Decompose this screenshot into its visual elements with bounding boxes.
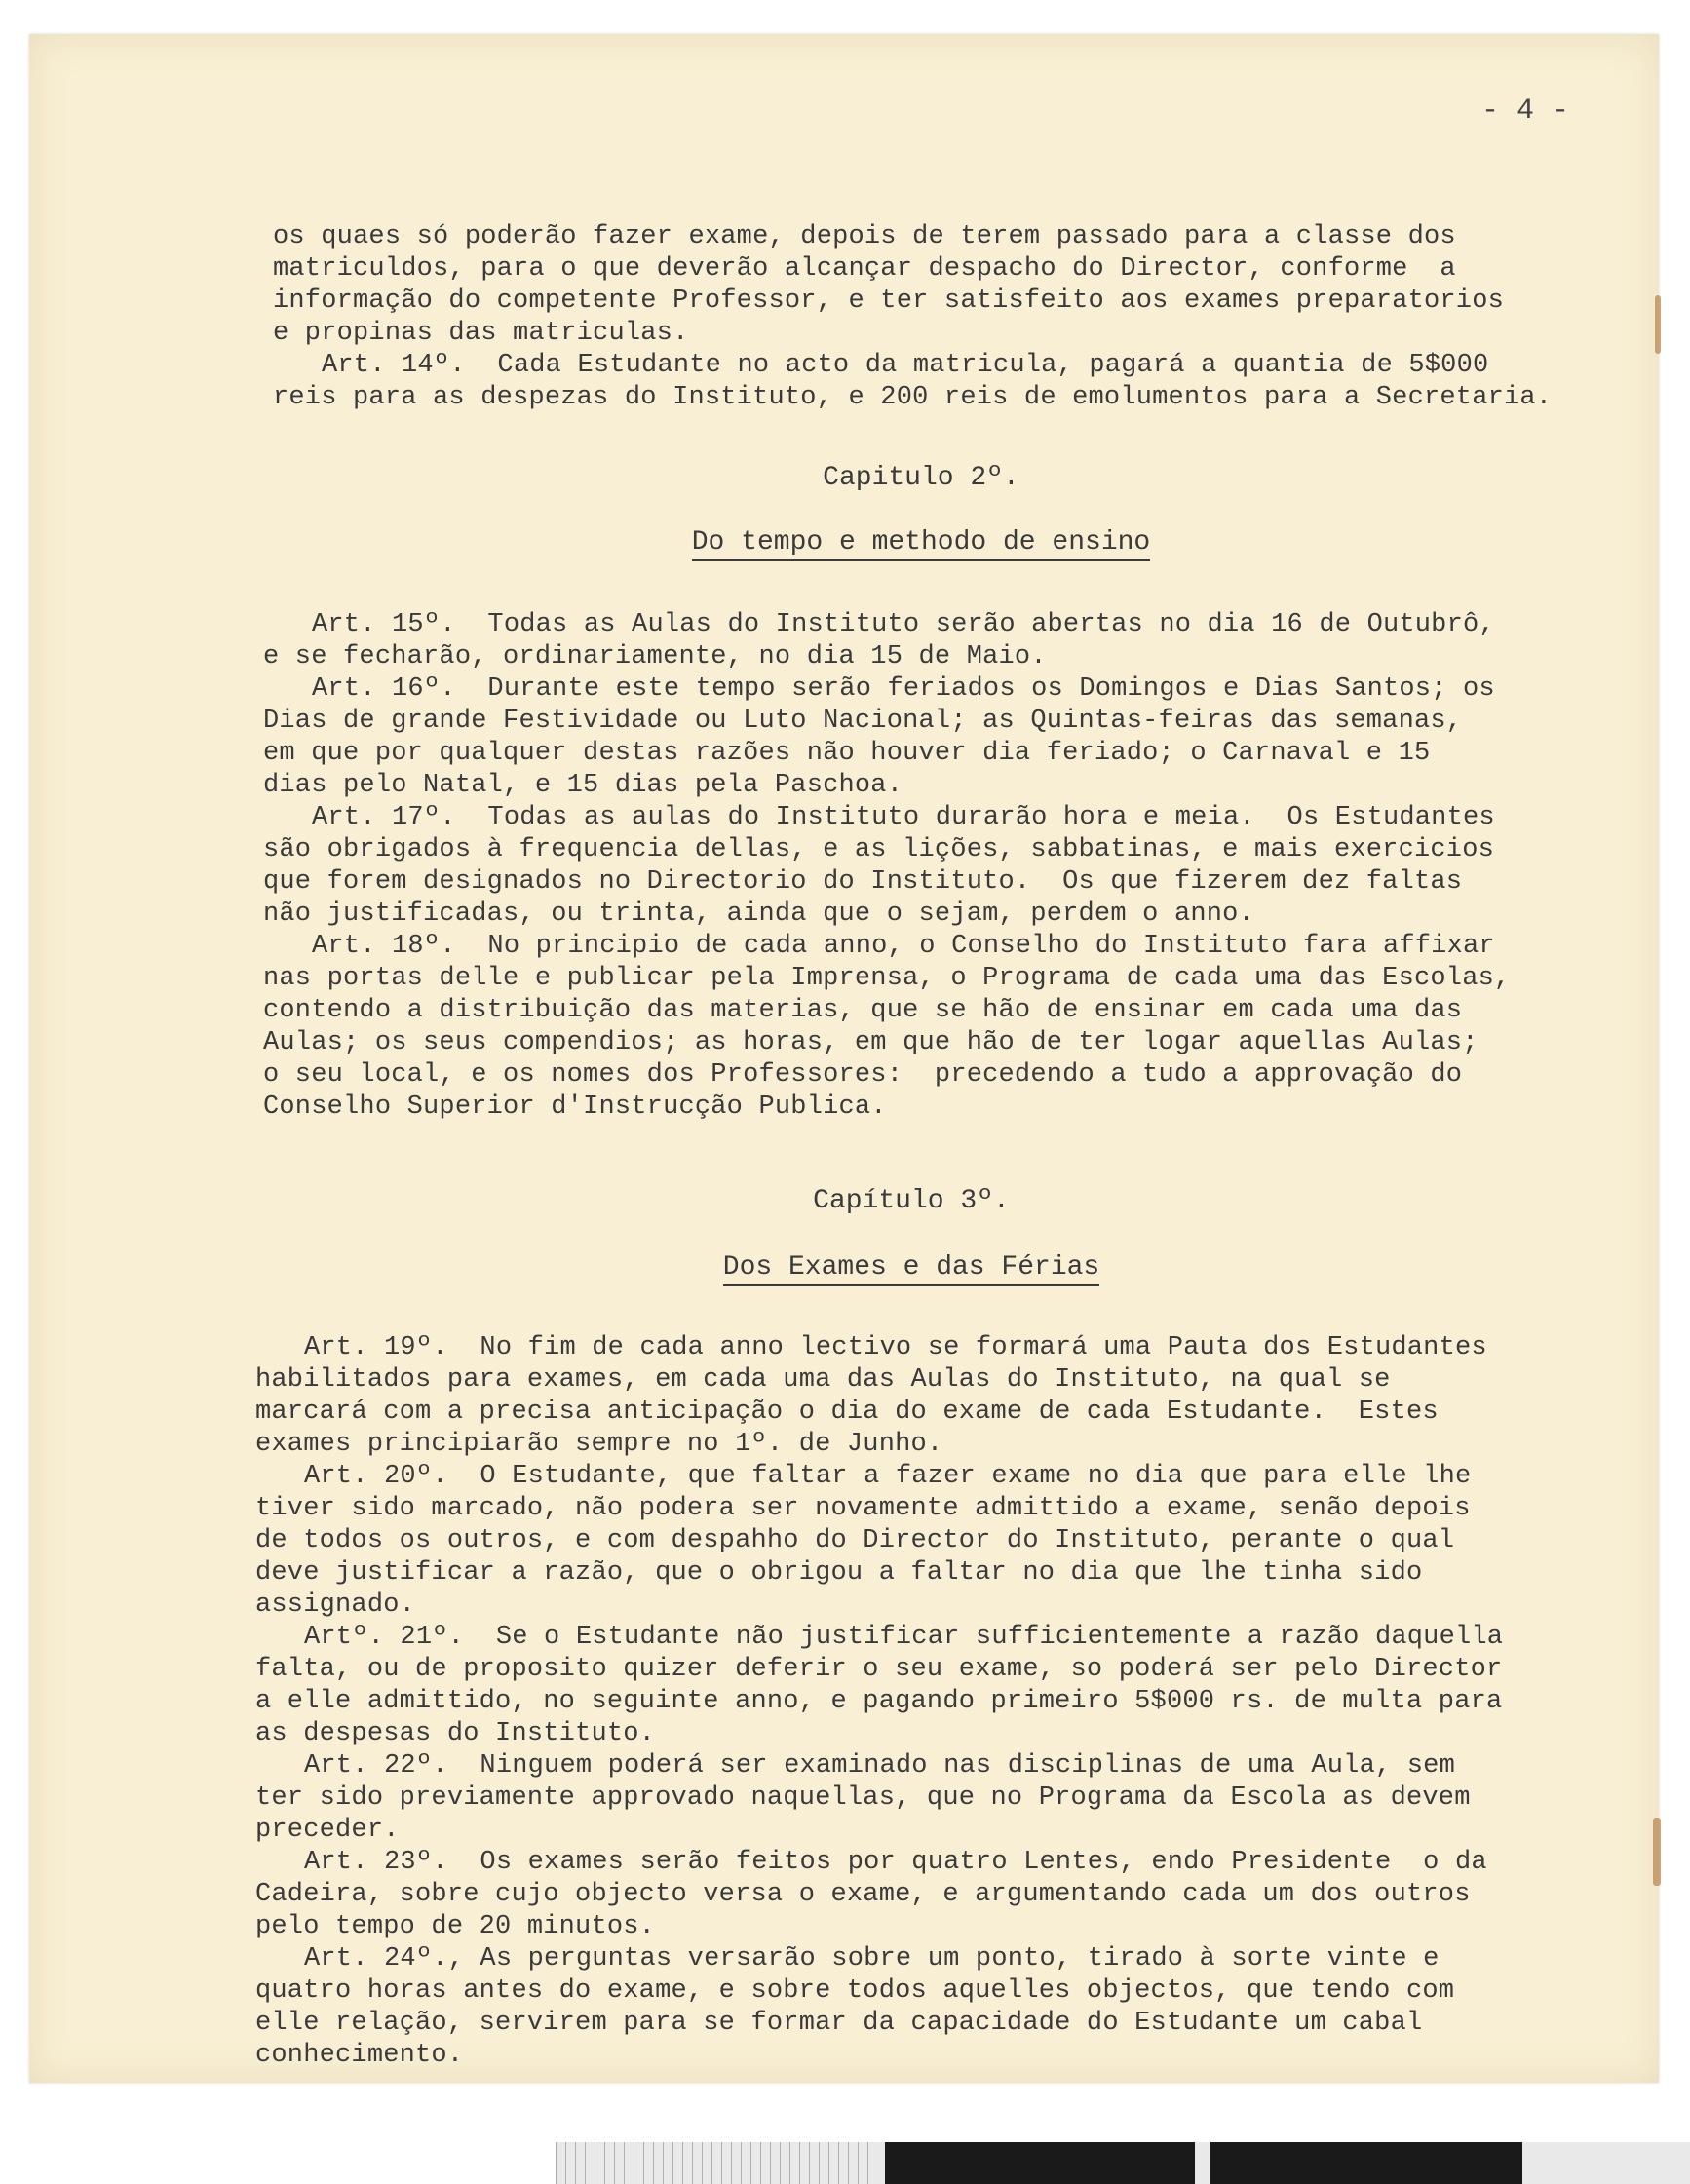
article-21-line: Artº. 21º. Se o Estudante não justificar sufficientemente a razão daquella bbox=[304, 1623, 1504, 1652]
text-line: em que por qualquer destas razões não houver dia feriado; o Carnaval e 15 bbox=[263, 739, 1431, 768]
text-line: reis para as despezas do Instituto, e 200 reis de emolumentos para a Secretaria. bbox=[273, 383, 1553, 412]
chapter-2-subtitle: Do tempo e methodo de ensino bbox=[692, 527, 1150, 561]
text-line: marcará com a precisa anticipação o dia do exame de cada Estudante. Estes bbox=[255, 1398, 1439, 1427]
text-line: pelo tempo de 20 minutos. bbox=[255, 1912, 656, 1941]
chapter-2-title: Capitulo 2º. bbox=[823, 463, 1019, 493]
article-19-line: Art. 19º. No fim de cada anno lectivo se formará uma Pauta dos Estudantes bbox=[304, 1333, 1487, 1362]
article-15-line: Art. 15º. Todas as Aulas do Instituto serão abertas no dia 16 de Outubrô, bbox=[312, 610, 1495, 639]
text-line: as despesas do Instituto. bbox=[255, 1719, 656, 1748]
text-line: não justificadas, ou trinta, ainda que o sejam, perdem o anno. bbox=[263, 900, 1254, 929]
text-line: preceder. bbox=[255, 1816, 400, 1845]
article-16-line: Art. 16º. Durante este tempo serão feriados os Domingos e Dias Santos; os bbox=[312, 674, 1495, 704]
paper-stain-bottom bbox=[1653, 1818, 1661, 1886]
text-block-2 bbox=[263, 609, 1559, 1124]
text-line: e se fecharão, ordinariamente, no dia 15 de Maio. bbox=[263, 642, 1047, 671]
text-line: conhecimento. bbox=[255, 2041, 464, 2070]
article-20-line: Art. 20º. O Estudante, que faltar a fazer exame no dia que para elle lhe bbox=[304, 1462, 1472, 1491]
chapter-2-subtitle-wrap bbox=[273, 527, 1569, 561]
text-line: Cadeira, sobre cujo objecto versa o exame, e argumentando cada um dos outros bbox=[255, 1880, 1471, 1909]
article-17-line: Art. 17º. Todas as aulas do Instituto durarão hora e meia. Os Estudantes bbox=[312, 803, 1495, 832]
text-line: são obrigados à frequencia dellas, e as lições, sabbatinas, e mais exercicios bbox=[263, 835, 1495, 864]
text-block-1 bbox=[273, 221, 1569, 414]
document-page bbox=[29, 34, 1659, 2083]
text-line: assignado. bbox=[255, 1590, 416, 1620]
text-line: habilitados para exames, em cada uma das Aulas do Instituto, na qual se bbox=[255, 1365, 1391, 1395]
text-line: que forem designados no Directorio do Instituto. Os que fizerem dez faltas bbox=[263, 867, 1463, 897]
article-14-line: Art. 14º. Cada Estudante no acto da matricula, pagará a quantia de 5$000 bbox=[322, 351, 1489, 380]
scale-black-block-2 bbox=[1210, 2142, 1522, 2184]
text-line: Dias de grande Festividade ou Luto Nacional; as Quintas-feiras das semanas, bbox=[263, 707, 1463, 736]
text-line: exames principiarão sempre no 1º. de Junho. bbox=[255, 1430, 943, 1459]
text-line: quatro horas antes do exame, e sobre todos aquelles objectos, que tendo com bbox=[255, 1976, 1455, 2006]
text-line: nas portas delle e publicar pela Imprensa, o Programa de cada uma das Escolas, bbox=[263, 964, 1511, 993]
text-line: tiver sido marcado, não podera ser novamente admittido a exame, senão depois bbox=[255, 1494, 1471, 1523]
chapter-3-subtitle-wrap bbox=[263, 1252, 1559, 1286]
ruler-ticks bbox=[556, 2142, 877, 2184]
text-line: e propinas das matriculas. bbox=[273, 319, 689, 348]
text-line: elle relação, servirem para se formar da capacidade do Estudante um cabal bbox=[255, 2009, 1423, 2038]
text-line: de todos os outros, e com despahho do Director do Instituto, perante o qual bbox=[255, 1526, 1455, 1555]
text-line: Aulas; os seus compendios; as horas, em que hão de ter logar aquellas Aulas; bbox=[263, 1028, 1479, 1057]
chapter-3-subtitle: Dos Exames e das Férias bbox=[723, 1252, 1099, 1286]
article-22-line: Art. 22º. Ninguem poderá ser examinado nas disciplinas de uma Aula, sem bbox=[304, 1751, 1455, 1781]
text-line: ter sido previamente approvado naquellas, que no Programa da Escola as devem bbox=[255, 1783, 1471, 1813]
chapter-3-title: Capítulo 3º. bbox=[813, 1186, 1010, 1216]
text-line: deve justificar a razão, que o obrigou a faltar no dia que lhe tinha sido bbox=[255, 1558, 1423, 1588]
text-line: os quaes só poderão fazer exame, depois de terem passado para a classe dos bbox=[273, 222, 1456, 251]
text-line: o seu local, e os nomes dos Professores: precedendo a tudo a approvação do bbox=[263, 1060, 1463, 1090]
text-line: informação do competente Professor, e ter satisfeito aos exames preparatorios bbox=[273, 287, 1505, 316]
article-24-line: Art. 24º., As perguntas versarão sobre um ponto, tirado à sorte vinte e bbox=[304, 1944, 1440, 1973]
article-23-line: Art. 23º. Os exames serão feitos por quatro Lentes, endo Presidente o da bbox=[304, 1848, 1487, 1877]
text-line: matriculdos, para o que deverão alcançar despacho do Director, conforme a bbox=[273, 254, 1456, 284]
text-line: dias pelo Natal, e 15 dias pela Paschoa. bbox=[263, 771, 903, 800]
text-line: a elle admittido, no seguinte anno, e pagando primeiro 5$000 rs. de multa para bbox=[255, 1687, 1503, 1716]
article-18-line: Art. 18º. No principio de cada anno, o Conselho do Instituto fara affixar bbox=[312, 932, 1495, 961]
page-number: - 4 - bbox=[1481, 95, 1570, 128]
text-block-3 bbox=[255, 1332, 1552, 2072]
text-line: Conselho Superior d'Instrucção Publica. bbox=[263, 1092, 887, 1122]
paper-stain-top bbox=[1655, 295, 1661, 354]
scale-black-block-1 bbox=[885, 2142, 1195, 2184]
color-scale-bar bbox=[556, 2142, 1690, 2184]
text-line: falta, ou de proposito quizer deferir o seu exame, so poderá ser pelo Director bbox=[255, 1655, 1503, 1684]
text-line: contendo a distribuição das materias, que se hão de ensinar em cada uma das bbox=[263, 996, 1463, 1025]
